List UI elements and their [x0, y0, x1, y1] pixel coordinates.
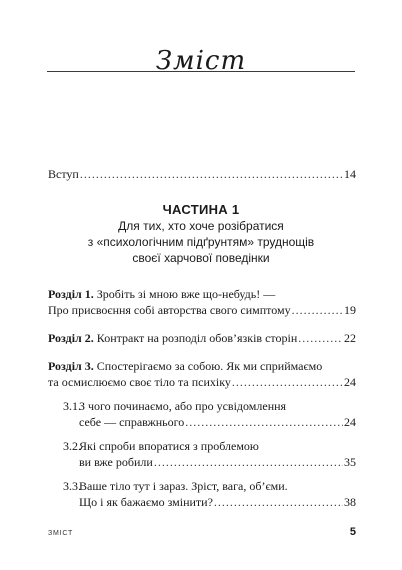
toc-entry-section-3-1-line1[interactable]: З чого починаємо, або про усвідомлення [79, 399, 287, 413]
toc-entry-chapter-1[interactable] [48, 302, 356, 318]
toc-entry-section-3-1[interactable] [79, 414, 356, 430]
dot-leader [292, 302, 343, 318]
toc-entry-section-3-3-line1[interactable]: Ваше тіло тут і зараз. Зріст, вага, об’єми. [79, 479, 288, 493]
subsection-title-continued: себе — справжнього [79, 415, 185, 429]
dot-leader [80, 166, 343, 182]
subsection-title-continued: Що і як бажаємо змінити? [79, 495, 213, 509]
subsection-number: 3.2. [63, 439, 81, 453]
toc-entry-chapter-2[interactable] [48, 330, 356, 346]
chapter-label: Розділ 2. [48, 331, 97, 345]
toc-entry-text: Вступ [48, 167, 79, 181]
toc-entry-chapter-3[interactable] [48, 374, 356, 390]
toc-entry-chapter-1-line1[interactable] [48, 286, 356, 302]
dot-leader [298, 330, 343, 346]
toc-page-number: 19 [344, 303, 356, 317]
toc-header [0, 46, 402, 86]
toc-page-number: 24 [344, 375, 356, 389]
toc-page-number: 24 [344, 415, 356, 429]
running-footer-label: ЗМІСТ [48, 530, 74, 537]
toc-entry-chapter-3-line1[interactable] [48, 358, 356, 374]
subsection-title-continued: ви вже робили [79, 455, 153, 469]
chapter-title-continued: Про присвоєння собі авторства свого симптому [48, 303, 291, 317]
part-heading [0, 202, 402, 266]
toc-page-number: 38 [344, 495, 356, 509]
dot-leader [154, 454, 343, 470]
dot-leader [232, 374, 343, 390]
toc-entry-section-3-2-line1[interactable]: Які спроби впоратися з проблемою [79, 439, 259, 453]
chapter-title: Зробіть зі мною вже що-небудь! — [96, 287, 276, 301]
part-subtitle-line: з «психологічним підґрунтям» труднощів [87, 235, 315, 249]
dot-leader [214, 494, 343, 510]
toc-page-number: 35 [344, 455, 356, 469]
chapter-title: Спостерігаємо за собою. Як ми сприймаємо [96, 359, 323, 373]
subsection-number: 3.3. [63, 479, 81, 493]
part-subtitle-line: Для тих, хто хоче розібратися [118, 219, 284, 233]
chapter-title: Контракт на розподіл обов’язків сторін [96, 331, 298, 345]
title-underline [47, 71, 355, 72]
toc-page-number: 22 [344, 331, 356, 345]
toc-entry-section-3-2[interactable] [79, 454, 356, 470]
subsection-number: 3.1. [63, 399, 81, 413]
chapter-label: Розділ 1. [48, 287, 97, 301]
toc-entry-intro[interactable] [48, 166, 356, 182]
page-number: 5 [349, 526, 356, 538]
dot-leader [185, 414, 343, 430]
part-title: ЧАСТИНА 1 [162, 202, 240, 217]
toc-entry-section-3-3[interactable] [79, 494, 356, 510]
toc-page-number: 14 [344, 167, 356, 181]
chapter-title-continued: та осмислюємо своє тіло та психіку [48, 375, 231, 389]
toc-title: Зміст [155, 46, 247, 76]
chapter-label: Розділ 3. [48, 359, 97, 373]
part-subtitle-line: своєї харчової поведінки [132, 251, 270, 265]
